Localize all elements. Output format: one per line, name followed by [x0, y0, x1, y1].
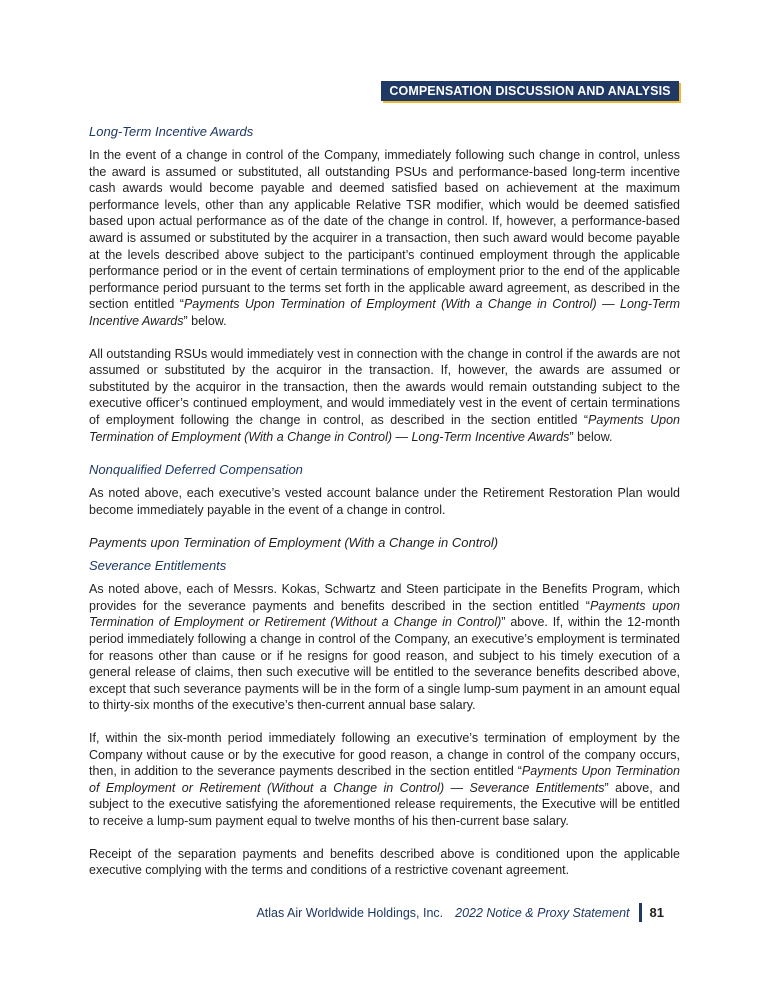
ltia-p2-text: All outstanding RSUs would immediately vest in connection with the change in control if the awards are not assumed or substituted by the acquiror in the transaction. If, however, the awards are assumed or substituted by the acquiror in the transaction, then the awards would remain outstanding subject to the executive officer’s continued employment, and would immediately vest in the event of certain terminations of employment following the change in control, as described in the section entitled “	[89, 346, 680, 427]
put-p2-end: ” above, and subject to the executive satisfying the aforementioned release requirements, the Executive will be entitled to receive a lump-sum payment equal to twelve months of his then-current base salary.	[89, 780, 680, 828]
ltia-paragraph-2	[89, 346, 680, 446]
section-banner-title: COMPENSATION DISCUSSION AND ANALYSIS	[389, 84, 671, 98]
ltia-p1-end: ” below.	[183, 313, 227, 328]
put-paragraph-1	[89, 581, 680, 714]
page-number: 81	[649, 905, 664, 920]
put-heading: Payments upon Termination of Employment (With a Change in Control)	[89, 535, 499, 551]
ndc-heading: Nonqualified Deferred Compensation	[89, 462, 303, 478]
ltia-p2-end: ” below.	[569, 429, 613, 444]
ltia-p1-text: In the event of a change in control of the Company, immediately following such change in control, unless the award is assumed or substituted, all outstanding PSUs and performance-based long-term incentive cash awards would become payable and deemed satisfied based on achievement at the maximum performance levels, other than any applicable Relative TSR modifier, which would be deemed satisfied based upon actual performance as of the date of the change in control. If, however, a performance-based award is assumed or substituted by the acquirer in a transaction, then such award would become payable at the levels described above subject to the participant’s continued employment through the applicable performance period or in the event of certain terminations of employment prior to the end of the applicable performance period pursuant to the terms set forth in the applicable award agreement, as described in the section entitled “	[89, 148, 680, 312]
put-p1-text: As noted above, each of Messrs. Kokas, Schwartz and Steen participate in the Benefits Program, which provides for the severance payments and benefits described in the section entitled “	[89, 582, 680, 613]
ltia-p1-ref: Payments Upon Termination of Employment (With a Change in Control) — Long-Term Incentive Awards	[89, 297, 680, 328]
page-footer	[256, 903, 664, 922]
put-p1-ref: Payments upon Termination of Employment or Retirement (Without a Change in Control)	[89, 598, 680, 630]
put-paragraph-3: Receipt of the separation payments and benefits described above is conditioned upon the applicable executive complying with the terms and conditions of a restrictive covenant agreement.	[89, 846, 680, 878]
put-subheading: Severance Entitlements	[89, 558, 227, 574]
section-banner	[381, 81, 679, 101]
put-p2-text: If, within the six-month period immediately following an executive’s termination of employment by the Company without cause or by the executive for good reason, a change in control of the company occurs, then, in addition to the severance payments described in the section entitled “	[89, 731, 680, 779]
ltia-heading: Long-Term Incentive Awards	[89, 124, 254, 139]
footer-document-title: 2022 Notice & Proxy Statement	[455, 905, 630, 920]
main-content	[89, 124, 680, 879]
footer-divider	[639, 903, 642, 922]
footer-company: Atlas Air Worldwide Holdings, Inc.	[256, 905, 444, 920]
put-p2-ref: Payments Upon Termination of Employment or Retirement (Without a Change in Control) — Severance Entitlements	[89, 764, 680, 795]
ltia-p2-ref: Payments Upon Termination of Employment (With a Change in Control) — Long-Term Incentive Awards	[89, 412, 680, 444]
ndc-paragraph-1: As noted above, each executive’s vested account balance under the Retirement Restoration Plan would become immediately payable in the event of a change in control.	[89, 486, 680, 517]
put-paragraph-2	[89, 730, 680, 830]
put-p1-end: ” above. If, within the 12-month period immediately following a change in control of the Company, an executive’s employment is terminated for reasons other than cause or if he resigns for good reason, and subject to his timely execution of a general release of claims, then such executive will be entitled to the severance benefits described above, except that such severance payments will be in the form of a single lump-sum payment in an amount equal to thirty-six months of the executive’s then-current annual base salary.	[89, 615, 680, 713]
ltia-paragraph-1	[89, 147, 680, 330]
